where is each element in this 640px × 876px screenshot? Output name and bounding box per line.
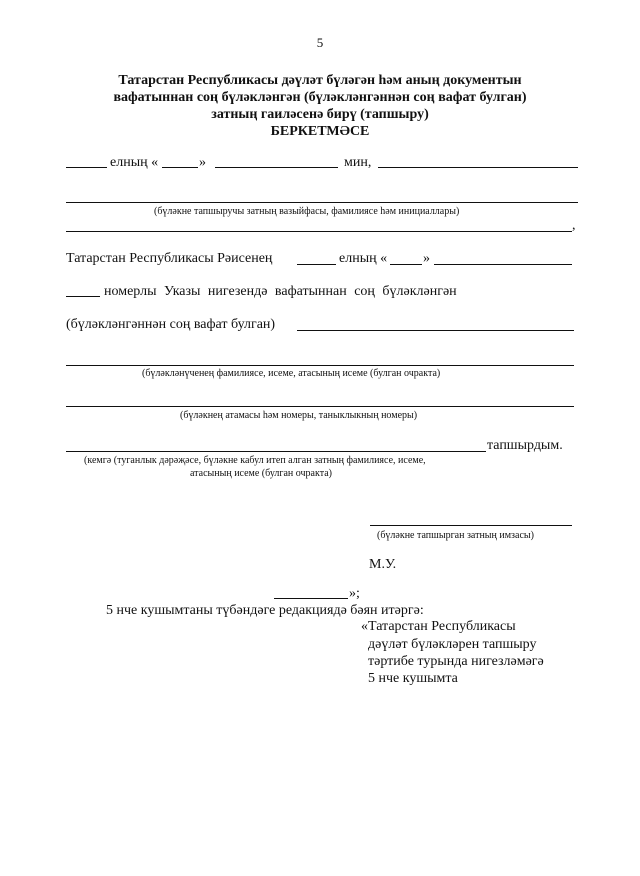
recipient-caption-line-2: атасының исеме (булган очракта) — [190, 468, 332, 479]
awardee-name-blank — [66, 365, 574, 366]
presenter-blank — [66, 202, 578, 203]
signature-blank — [370, 525, 572, 526]
appendix-header-line-4: 5 нче кушымта — [368, 671, 458, 686]
document-title-line-4: БЕРКЕТМӘСЕ — [270, 124, 370, 139]
appendix-header-line-3: тәртибе турында нигезләмәгә — [368, 654, 544, 669]
decree-number-text: номерлы Указы нигезендә вафатыннан соң бүләкләнгән — [104, 284, 457, 299]
award-caption: (бүләкнең атамасы һәм номеры, таныклыкның номеры) — [180, 410, 418, 421]
decree-year-label: елның « — [339, 251, 388, 266]
comma: , — [572, 218, 576, 233]
decree-day-blank — [390, 264, 422, 265]
decree-month-blank — [434, 264, 572, 265]
presenter-blank-2 — [66, 231, 572, 232]
closing-blank — [274, 598, 348, 599]
decree-close-quote: » — [423, 251, 430, 266]
closing-quote: »; — [349, 586, 360, 601]
month-blank — [215, 167, 338, 168]
recipient-caption-line-1: (кемгә (туганлык дәрәҗәсе, бүләкне кабул итеп алган затның фамилиясе, исеме, — [84, 455, 426, 466]
document-title-line-3: затның гаиләсенә бирү (тапшыру) — [211, 107, 429, 122]
appendix-header-line-2: дәүләт бүләкләрен тапшыру — [368, 637, 537, 652]
document-title-line-1: Татарстан Республикасы дәүләт бүләгән һәм аның документын — [118, 73, 522, 88]
year-label: елның « — [110, 155, 159, 170]
decree-year-blank — [297, 264, 336, 265]
recipient-blank — [66, 451, 486, 452]
signature-caption: (бүләкне тапшырган затның имзасы) — [377, 530, 534, 541]
year-blank — [66, 167, 107, 168]
page-number: 5 — [316, 35, 324, 50]
document-title-line-2: вафатыннан соң бүләкләнгән (бүләкләнгәннән соң вафат булган) — [113, 90, 527, 105]
awardee-caption: (бүләкләнүченең фамилиясе, исеме, атасының исеме (булган очракта) — [142, 368, 441, 379]
posthumous-blank — [297, 330, 574, 331]
award-name-blank — [66, 406, 574, 407]
decree-text: Татарстан Республикасы Рәисенең — [66, 251, 273, 266]
decree-number-blank — [66, 296, 100, 297]
close-quote: » — [199, 155, 206, 170]
presenter-caption: (бүләкне тапшыручы затның вазыйфасы, фамилиясе һәм инициаллары) — [154, 206, 460, 217]
stamp-label: М.У. — [369, 557, 397, 572]
handed-text: тапшырдым. — [487, 438, 563, 453]
appendix-text: 5 нче кушымтаны түбәндәге редакциядә бәян итәргә: — [106, 603, 424, 618]
appendix-header-line-1: «Татарстан Республикасы — [361, 619, 516, 634]
place-blank — [378, 167, 578, 168]
posthumous-text: (бүләкләнгәннән соң вафат булган) — [66, 317, 276, 332]
day-blank — [162, 167, 198, 168]
min-label: мин, — [344, 155, 372, 170]
